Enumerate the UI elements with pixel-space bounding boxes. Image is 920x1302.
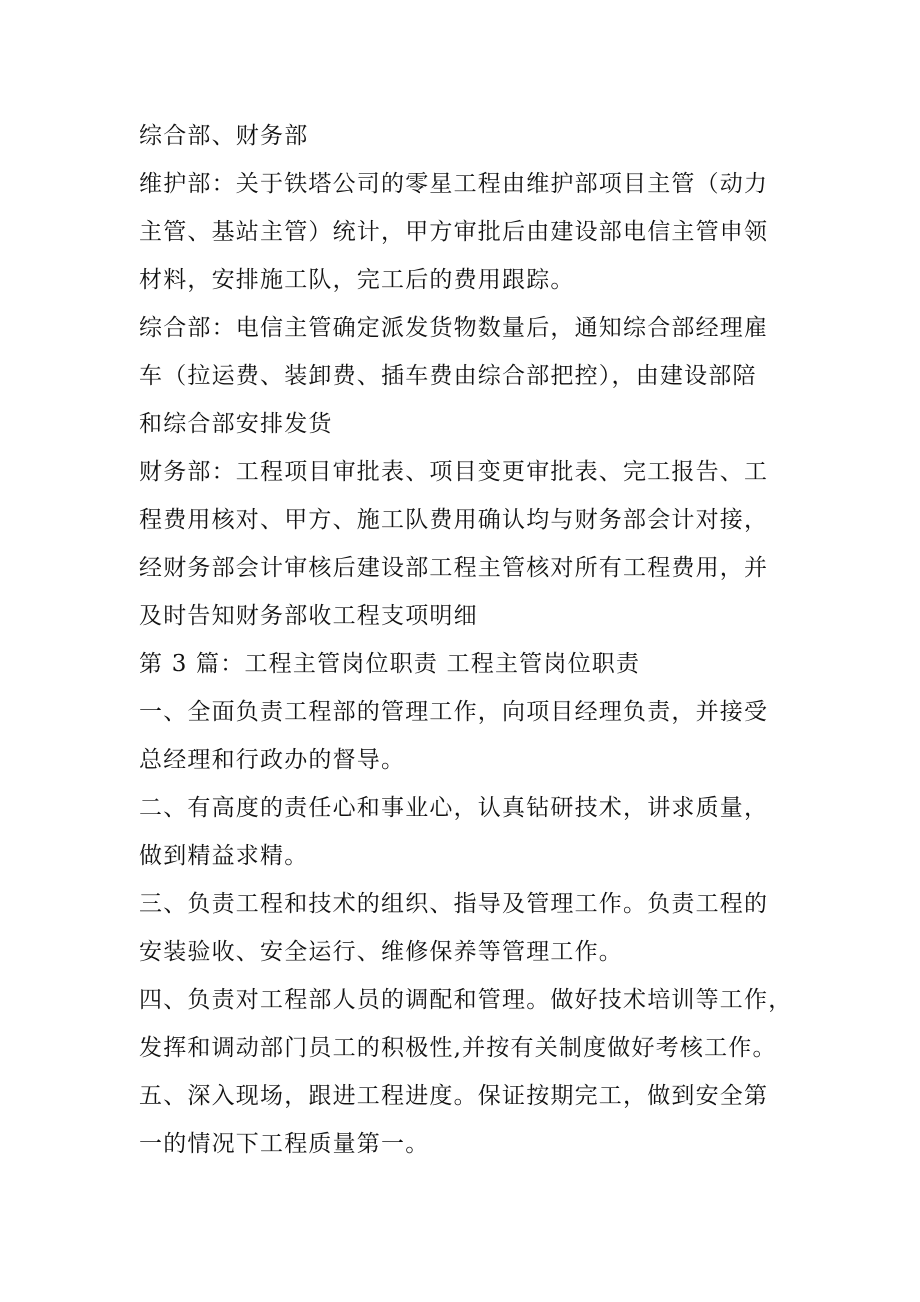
text-line: 三、负责工程和技术的组织、指导及管理工作。负责工程的 (139, 891, 769, 917)
text-line: 维护部：关于铁塔公司的零星工程由维护部项目主管（动力 (139, 171, 769, 197)
document-body (139, 112, 799, 1168)
text-line: 程费用核对、甲方、施工队费用确认均与财务部会计对接， (139, 507, 769, 533)
text-line: 主管、基站主管）统计，甲方审批后由建设部电信主管申领 (139, 219, 769, 245)
section-heading: 第 3 篇：工程主管岗位职责 工程主管岗位职责 (139, 651, 641, 677)
text-line: 及时告知财务部收工程支项明细 (139, 603, 478, 629)
text-line: 一的情况下工程质量第一。 (139, 1131, 430, 1157)
text-line: 五、深入现场，跟进工程进度。保证按期完工，做到安全第 (139, 1083, 769, 1109)
text-line: 发挥和调动部门员工的积极性,并按有关制度做好考核工作。 (139, 1035, 777, 1061)
text-line: 综合部、财务部 (139, 123, 309, 149)
text-line: 和综合部安排发货 (139, 411, 333, 437)
text-line: 二、有高度的责任心和事业心，认真钻研技术，讲求质量， (139, 795, 769, 821)
text-line: 车（拉运费、装卸费、插车费由综合部把控），由建设部陪 (139, 363, 757, 389)
text-line: 经财务部会计审核后建设部工程主管核对所有工程费用，并 (139, 555, 769, 581)
text-line: 综合部：电信主管确定派发货物数量后，通知综合部经理雇 (139, 315, 769, 341)
text-line: 总经理和行政办的督导。 (139, 747, 406, 773)
text-line: 四、负责对工程部人员的调配和管理。做好技术培训等工作， (139, 987, 793, 1013)
text-line: 安装验收、安全运行、维修保养等管理工作。 (139, 939, 623, 965)
text-line: 财务部：工程项目审批表、项目变更审批表、完工报告、工 (139, 459, 769, 485)
text-line: 做到精益求精。 (139, 843, 309, 869)
text-line: 一、全面负责工程部的管理工作，向项目经理负责，并接受 (139, 699, 769, 725)
text-line: 材料，安排施工队，完工后的费用跟踪。 (139, 267, 575, 293)
